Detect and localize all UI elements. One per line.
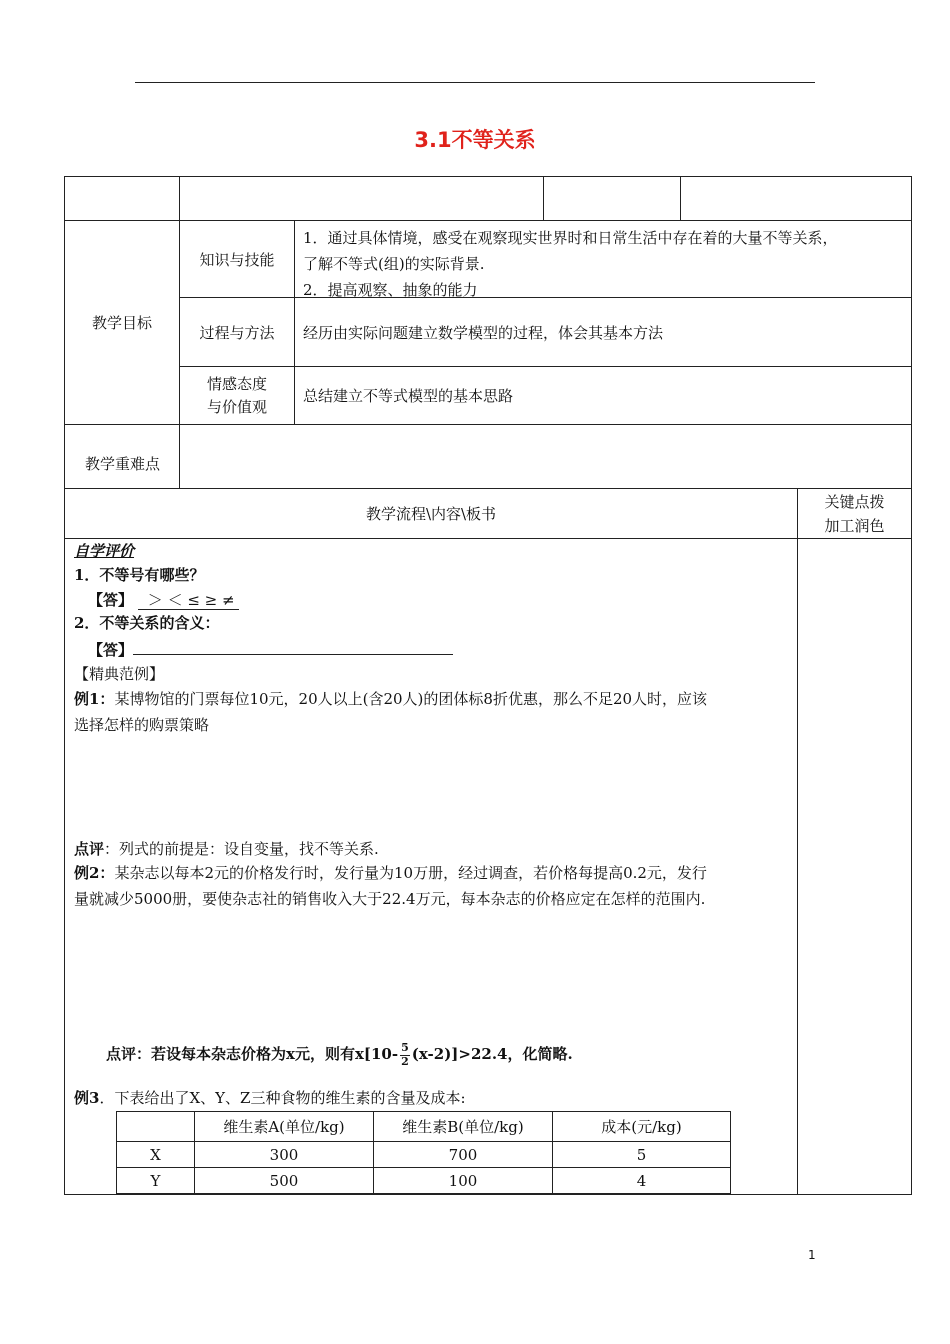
answer-2-blank bbox=[133, 640, 453, 655]
question-1: 1．不等号有哪些？ bbox=[74, 566, 205, 584]
table-header-vitamin-b: 维生素B(单位/kg) bbox=[373, 1111, 553, 1142]
table-row-y-a: 500 bbox=[194, 1167, 374, 1194]
example-1-line-2: 选择怎样的购票策略 bbox=[74, 716, 210, 734]
example-3: 例3．下表给出了X、Y、Z三种食物的维生素的含量及成本: bbox=[74, 1089, 466, 1107]
page-number: 1 bbox=[808, 1248, 816, 1262]
objective-attitude: 总结建立不等式模型的基本思路 bbox=[294, 366, 912, 425]
table-header-cost: 成本(元/kg) bbox=[552, 1111, 731, 1142]
blank-cell-3 bbox=[543, 176, 681, 221]
category-process: 过程与方法 bbox=[179, 297, 295, 367]
blank-cell-2 bbox=[179, 176, 544, 221]
objectives-label: 教学目标 bbox=[64, 220, 180, 425]
table-row-x-b: 700 bbox=[373, 1141, 553, 1168]
table-row-y-cost: 4 bbox=[552, 1167, 731, 1194]
answer-1-value: ＞ ＜ ≤ ≥ ≠ bbox=[138, 591, 239, 610]
blank-cell-4 bbox=[680, 176, 912, 221]
header-rule bbox=[135, 82, 815, 83]
comment-1: 点评：列式的前提是：设自变量，找不等关系. bbox=[74, 840, 379, 858]
blank-cell-1 bbox=[64, 176, 180, 221]
table-header-blank bbox=[116, 1111, 195, 1142]
category-attitude: 情感态度 与价值观 bbox=[179, 366, 295, 425]
objective-knowledge: 1．通过具体情境，感受在观察现实世界时和日常生活中存在着的大量不等关系， 了解不等式(组)的实际背景. 2．提高观察、抽象的能力 bbox=[294, 220, 912, 298]
comment-2: 点评：若设每本杂志价格为x元，则有x[10- $\frac{5}{2}$ (x-2)]>22.4，化简略. bbox=[106, 1041, 573, 1068]
table-row-y-b: 100 bbox=[373, 1167, 553, 1194]
example-2-line-2: 量就减少5000册，要使杂志社的销售收入大于22.4万元，每本杂志的价格应定在怎样的范围内. bbox=[74, 890, 706, 908]
answer-1: 【答】 ＞ ＜ ≤ ≥ ≠ bbox=[88, 591, 239, 610]
key-points-content bbox=[179, 424, 912, 489]
example-1-line-1: 例1：某博物馆的门票每位10元，20人以上(含20人)的团体标8折优惠，那么不足20人时，应该 bbox=[74, 690, 708, 708]
table-row-y-label: Y bbox=[116, 1167, 195, 1194]
side-header: 关键点拨 加工润色 bbox=[797, 488, 912, 539]
table-header-vitamin-a: 维生素A(单位/kg) bbox=[194, 1111, 374, 1142]
table-row-x-label: X bbox=[116, 1141, 195, 1168]
flow-header: 教学流程\内容\板书 bbox=[64, 488, 798, 539]
side-notes bbox=[797, 538, 912, 1195]
fraction: $\frac{5}{2}$ bbox=[401, 1041, 409, 1068]
page-title: 3.1不等关系 bbox=[414, 128, 536, 152]
answer-2: 【答】 bbox=[88, 640, 453, 659]
question-2: 2．不等关系的含义： bbox=[74, 614, 220, 632]
example-2-line-1: 例2：某杂志以每本2元的价格发行时，发行量为10万册，经过调查，若价格每提高0.2元，发行 bbox=[74, 864, 707, 882]
category-knowledge: 知识与技能 bbox=[179, 220, 295, 298]
table-row-x-a: 300 bbox=[194, 1141, 374, 1168]
examples-heading: 【精典范例】 bbox=[74, 665, 165, 683]
self-eval-heading: 自学评价 bbox=[74, 542, 135, 560]
key-points-label: 教学重难点 bbox=[64, 424, 180, 489]
table-row-x-cost: 5 bbox=[552, 1141, 731, 1168]
objective-process: 经历由实际问题建立数学模型的过程，体会其基本方法 bbox=[294, 297, 912, 367]
